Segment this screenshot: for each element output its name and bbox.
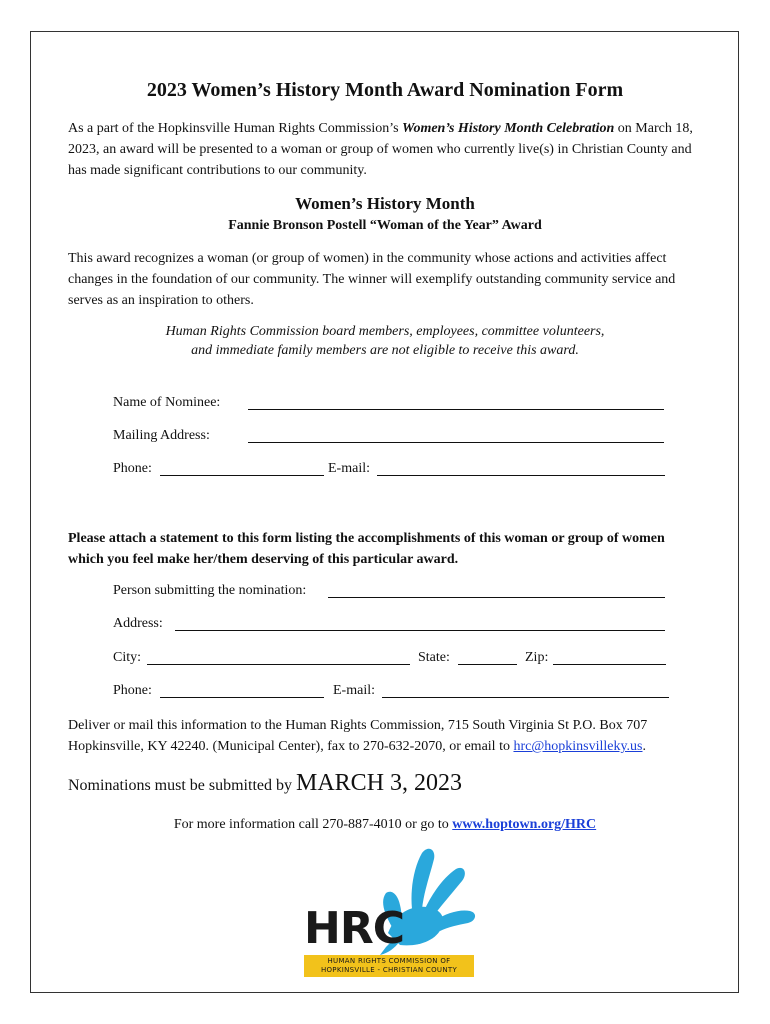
delivery-instructions: Deliver or mail this information to the Human Rights Commission, 715 South Virginia St P.O. Box 707 Hopkinsville, KY 42240. (Municipal Center), fax to 270-632-2070, or email to hrc@hopkinsvilleky.us. <box>68 718 648 754</box>
nominee-phone-label: Phone: <box>113 461 152 476</box>
submitter-name-label: Person submitting the nomination: <box>113 583 307 598</box>
nominee-name-label: Name of Nominee: <box>113 395 221 410</box>
submitter-address-label: Address: <box>113 616 163 631</box>
celebration-name: Women’s History Month Celebration <box>402 121 615 136</box>
submitter-zip-field[interactable] <box>553 664 666 665</box>
commission-email-link[interactable]: hrc@hopkinsvilleky.us <box>513 739 643 754</box>
submitter-phone-field[interactable] <box>160 697 324 698</box>
award-description: This award recognizes a woman (or group of women) in the community whose actions and activities affect changes in the foundation of our community. The winner will exemplify outstanding community service and serves as an inspiration to others. <box>68 251 676 308</box>
attach-statement: Please attach a statement to this form listing the accomplishments of this woman or group of women which you feel make her/them deserving of this particular award. <box>68 531 665 567</box>
nominee-phone-field[interactable] <box>160 475 324 476</box>
section-heading: Women’s History Month <box>295 194 475 213</box>
submitter-address-field[interactable] <box>175 630 665 631</box>
logo-banner-line-1: HUMAN RIGHTS COMMISSION OF <box>327 957 451 965</box>
hrc-logo <box>300 843 480 983</box>
nominee-address-field[interactable] <box>248 442 664 443</box>
more-info-line: For more information call 270-887-4010 or go to www.hoptown.org/HRC <box>173 817 597 832</box>
deadline-line: Nominations must be submitted by MARCH 3, 2023 <box>68 770 463 796</box>
logo-banner-line-2: HOPKINSVILLE - CHRISTIAN COUNTY <box>320 966 458 974</box>
submitter-zip-label: Zip: <box>525 650 549 665</box>
eligibility-line-2: and immediate family members are not eligible to receive this award. <box>191 343 579 358</box>
form-title: 2023 Women’s History Month Award Nomination Form <box>146 79 624 101</box>
award-name: Fannie Bronson Postell “Woman of the Year” Award <box>228 218 542 233</box>
nominee-email-field[interactable] <box>377 475 665 476</box>
submitter-phone-label: Phone: <box>113 683 152 698</box>
deadline-date: MARCH 3, 2023 <box>296 770 463 796</box>
nominee-address-label: Mailing Address: <box>113 428 210 443</box>
submitter-email-label: E-mail: <box>333 683 375 698</box>
intro-paragraph: As a part of the Hopkinsville Human Rights Commission’s Women’s History Month Celebration on March 18, 2023, an award will be presented to a woman or group of women who currently live(s) in Christian County and has made significant contributions to our community. <box>68 121 693 178</box>
submitter-city-field[interactable] <box>147 664 410 665</box>
submitter-email-field[interactable] <box>382 697 669 698</box>
logo-banner <box>304 955 474 977</box>
nominee-name-field[interactable] <box>248 409 664 410</box>
eligibility-line-1: Human Rights Commission board members, employees, committee volunteers, <box>165 324 605 339</box>
logo-letters: HRC <box>304 903 404 954</box>
nominee-email-label: E-mail: <box>328 461 370 476</box>
submitter-name-field[interactable] <box>328 597 665 598</box>
submitter-city-label: City: <box>113 650 142 665</box>
submitter-state-field[interactable] <box>458 664 517 665</box>
website-link[interactable]: www.hoptown.org/HRC <box>452 817 597 832</box>
submitter-state-label: State: <box>418 650 450 665</box>
